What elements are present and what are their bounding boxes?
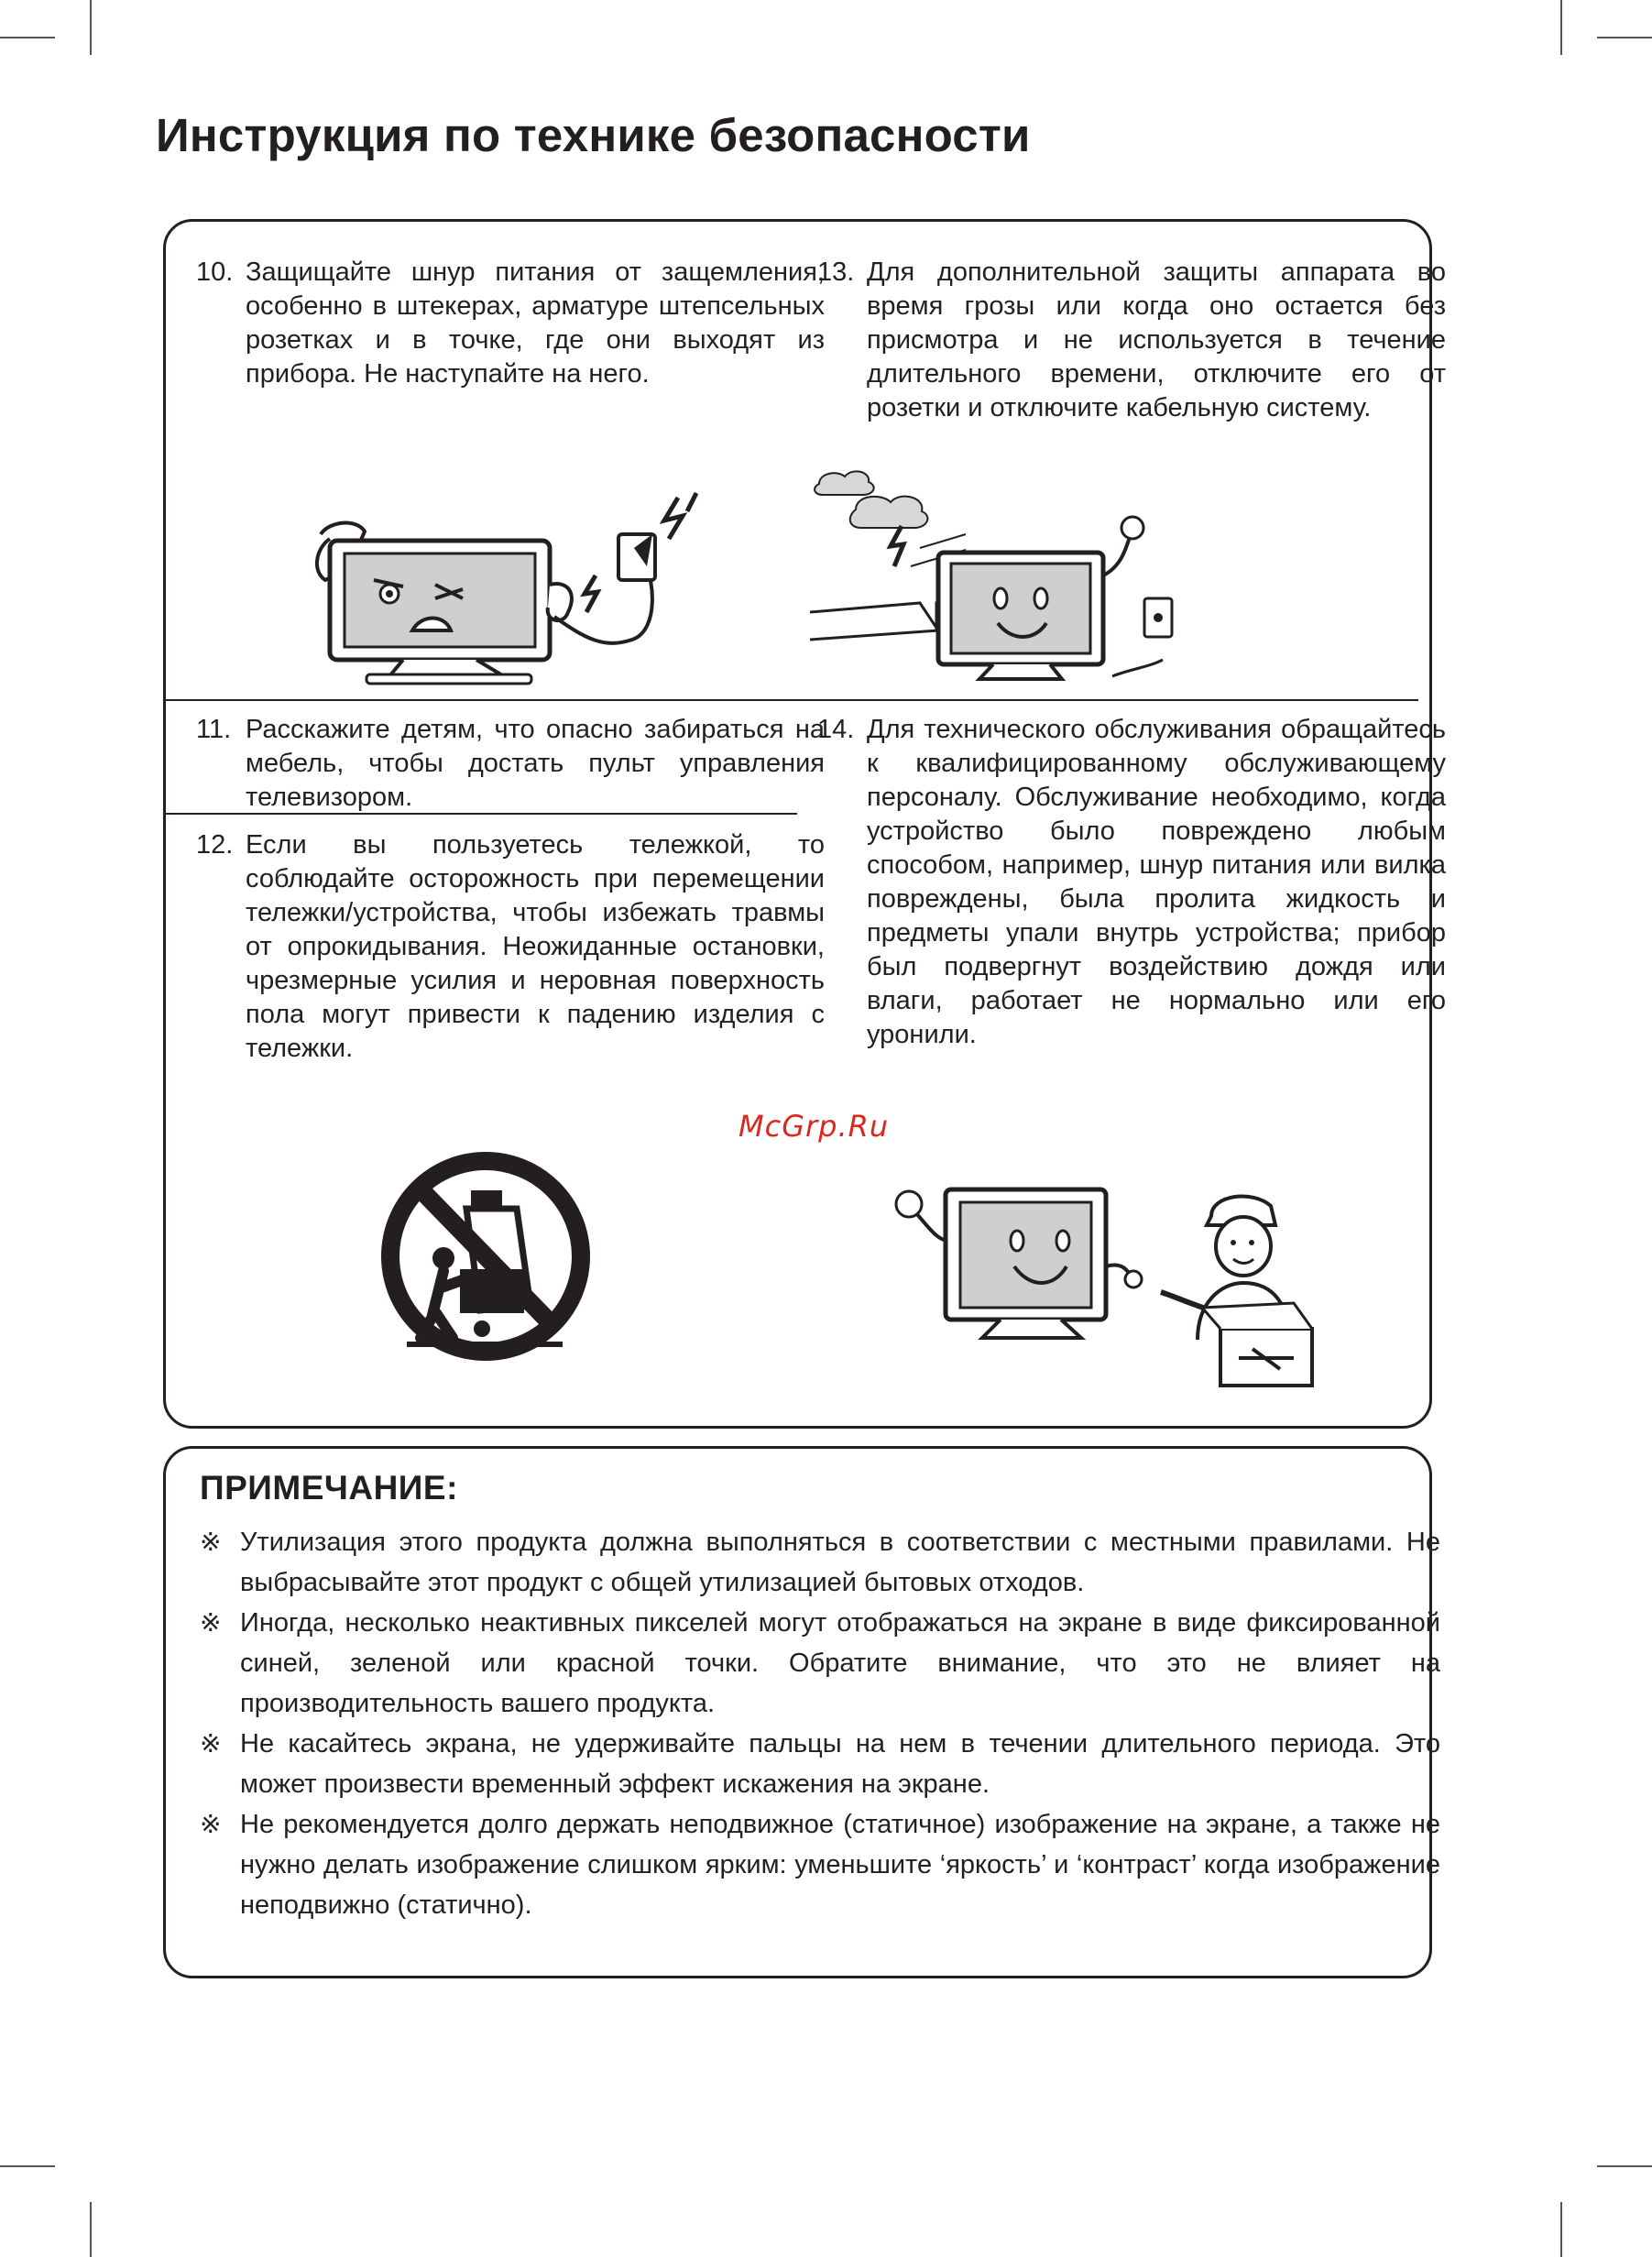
note-item (200, 1724, 1440, 1804)
item-number: 13. (817, 257, 855, 287)
divider-line (165, 813, 797, 815)
item-number: 12. (196, 830, 234, 860)
divider-line (165, 699, 1418, 701)
item-text: Защищайте шнур питания от защемления, особенно в штекерах, арматуре штепсельных розетках и в точке, где они выходят из прибора. Не наступайте на него. (246, 257, 825, 389)
crop-mark (0, 37, 55, 38)
page-title: Инструкция по технике безопасности (156, 109, 1031, 161)
item-number: 10. (196, 257, 234, 287)
tv-service-technician-illustration (881, 1175, 1340, 1393)
note-item-text: Утилизация этого продукта должна выполняться в соответствии с местными правилами. Не выбрасывайте этот продукт с общей утилизацией бытовых отходов. (240, 1528, 1440, 1597)
reference-mark-icon: ※ (200, 1528, 222, 1556)
safety-item-12 (196, 828, 825, 1066)
reference-mark-icon: ※ (200, 1810, 222, 1838)
cart-tip-over-warning-icon (379, 1150, 592, 1363)
crop-mark (1597, 2165, 1652, 2167)
safety-item-11 (196, 713, 825, 815)
safety-item-10 (196, 256, 825, 391)
tv-thunderstorm-illustration (810, 466, 1195, 690)
note-item (200, 1804, 1440, 1925)
reference-mark-icon: ※ (200, 1608, 222, 1637)
safety-item-13 (817, 256, 1446, 425)
item-text: Расскажите детям, что опасно забираться на мебель, чтобы достать пульт управления телевизором. (246, 715, 825, 812)
crop-mark (1560, 2202, 1562, 2257)
note-item (200, 1522, 1440, 1603)
note-item (200, 1603, 1440, 1724)
item-number: 14. (817, 715, 855, 744)
note-item-text: Иногда, несколько неактивных пикселей могут отображаться на экране в виде фиксированной синей, зеленой или красной точки. Обратите внимание, что это не влияет на производительность вашего продукта. (240, 1608, 1440, 1718)
item-text: Если вы пользуетесь тележкой, то соблюдайте осторожность при перемещении тележки/устройства, чтобы избежать травмы от опрокидывания. Неожиданные остановки, чрезмерные усилия и неровная поверхность пола могут привести к падению изделия с тележки. (246, 830, 825, 1063)
angry-tv-power-cord-illustration (293, 484, 733, 695)
crop-mark (1560, 0, 1562, 55)
crop-mark (90, 2202, 92, 2257)
watermark-text: McGrp.Ru (738, 1109, 890, 1144)
reference-mark-icon: ※ (200, 1729, 222, 1758)
note-title: ПРИМЕЧАНИЕ: (200, 1469, 458, 1506)
note-item-text: Не рекомендуется долго держать неподвижное (статичное) изображение на экране, а также не нужно делать изображение слишком ярким: уменьшите ‘яркость’ и ‘контраст’ когда изображение неподвижно (статично). (240, 1810, 1440, 1920)
item-text: Для технического обслуживания обращайтесь к квалифицированному обслуживающему персоналу. Обслуживание необходимо, когда устройство было повреждено любым способом, например, шнур питания или вилка повреждены, была пролита жидкость и предметы упали внутрь устройства; прибор был подвергнут воздействию дождя или влаги, работает не нормально или его уронили. (867, 715, 1446, 1049)
safety-item-14 (817, 713, 1446, 1052)
item-number: 11. (196, 715, 232, 744)
item-text: Для дополнительной защиты аппарата во время грозы или когда оно остается без присмотра и не используется в течение длительного времени, отключите его от розетки и отключите кабельную систему. (867, 257, 1446, 422)
crop-mark (1597, 37, 1652, 38)
note-item-text: Не касайтесь экрана, не удерживайте пальцы на нем в течении длительного периода. Это может произвести временный эффект искажения на экране. (240, 1729, 1440, 1799)
crop-mark (90, 0, 92, 55)
crop-mark (0, 2165, 55, 2167)
